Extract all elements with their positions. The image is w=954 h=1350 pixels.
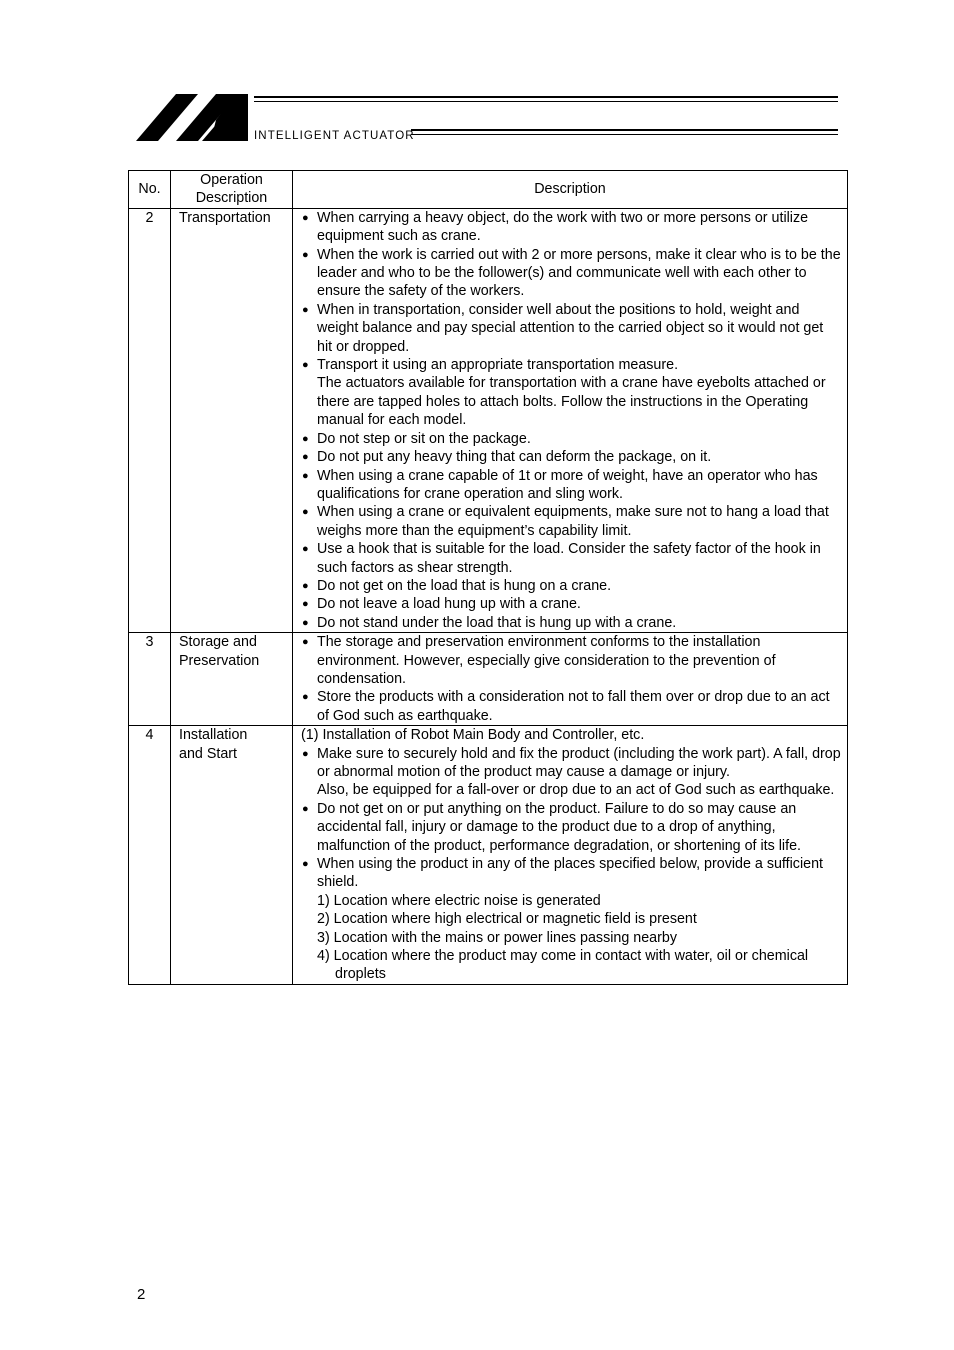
- header-rule-bottom-1: [411, 129, 838, 131]
- section-intro: (1) Installation of Robot Main Body and Controller, etc.: [301, 727, 645, 744]
- list-item-text: Transport it using an appropriate transportation measure.: [317, 357, 679, 374]
- list-item-extra: Also, be equipped for a fall-over or drop due to an act of God such as earthquake.: [317, 782, 835, 799]
- table-row: [129, 726, 848, 985]
- list-item: ● Use a hook that is suitable for the load. Consider the safety factor of the hook in such factors as shear strength.: [301, 540, 841, 577]
- list-item: ● When using the product in any of the places specified below, provide a sufficient shield.: [301, 855, 841, 892]
- header-description: Description: [293, 171, 848, 209]
- list-item: ● When carrying a heavy object, do the work with two or more persons or utilize equipment such as crane.: [301, 209, 841, 246]
- row-no: 2: [129, 208, 171, 632]
- iai-logo-icon: [136, 92, 254, 144]
- row-description: [293, 208, 848, 632]
- list-item-text: Make sure to securely hold and fix the product (including the work part). A fall, drop or abnormal motion of the product may cause a damage or injury.: [317, 745, 841, 780]
- list-item: 4) Location where the product may come in contact with water, oil or chemical droplets: [317, 948, 809, 983]
- header-rule-bottom-2: [411, 134, 838, 135]
- bullet-list: [301, 209, 841, 632]
- list-item: [301, 745, 841, 800]
- list-item: ● Do not put any heavy thing that can deform the package, on it.: [301, 448, 841, 466]
- row-operation: [171, 726, 293, 985]
- list-item-extra: The actuators available for transportation with a crane have eyebolts attached or there are tapped holes to attach bolts. Follow the instructions in the Operating manual for each model.: [317, 375, 826, 429]
- location-list: [301, 892, 841, 984]
- row-no: 3: [129, 633, 171, 726]
- list-item: ● Do not stand under the load that is hung up with a crane.: [301, 614, 841, 632]
- list-item: 3) Location with the mains or power lines passing nearby: [317, 929, 677, 946]
- list-item: 2) Location where high electrical or magnetic field is present: [317, 911, 697, 928]
- safety-table: [128, 170, 848, 985]
- table-row: [129, 633, 848, 726]
- list-item: ● Store the products with a consideration not to fall them over or drop due to an act of God such as earthquake.: [301, 688, 841, 725]
- brand-text: INTELLIGENT ACTUATOR: [254, 130, 415, 142]
- list-item: ● Do not leave a load hung up with a crane.: [301, 595, 841, 613]
- row-operation: Transportation: [171, 208, 293, 632]
- row-description: [293, 726, 848, 985]
- list-item: ● Do not get on or put anything on the product. Failure to do so may cause an accidental fall, injury or damage to the product due to a drop of anything, malfunction of the product, performance degradation, or shortening of its life.: [301, 800, 841, 855]
- header-operation: Operation Description: [171, 171, 293, 209]
- list-item: ● The storage and preservation environment conforms to the installation environment. However, especially give consideration to the prevention of condensation.: [301, 633, 841, 688]
- row-description: [293, 633, 848, 726]
- page-header: [136, 92, 840, 146]
- row-operation: [171, 633, 293, 726]
- table-row: [129, 208, 848, 632]
- list-item: ● When using a crane or equivalent equipments, make sure not to hang a load that weighs more than the equipment’s capability limit.: [301, 503, 841, 540]
- list-item: [301, 356, 841, 430]
- bullet-list: [301, 633, 841, 725]
- list-item: ● When in transportation, consider well about the positions to hold, weight and weight balance and pay special attention to the carried object so it would not get hit or dropped.: [301, 301, 841, 356]
- row-operation-text: Installation and Start: [179, 727, 248, 762]
- row-operation-text: Storage and Preservation: [179, 634, 260, 669]
- list-item: 1) Location where electric noise is generated: [317, 892, 601, 909]
- header-rule-top-1: [254, 96, 838, 98]
- list-item: ● Do not get on the load that is hung on a crane.: [301, 577, 841, 595]
- list-item: ● Do not step or sit on the package.: [301, 430, 841, 448]
- bullet-list: [301, 745, 841, 892]
- header-no: No.: [129, 171, 171, 209]
- table-header-row: [129, 171, 848, 209]
- row-no: 4: [129, 726, 171, 985]
- list-item: ● When the work is carried out with 2 or more persons, make it clear who is to be the leader and who to be the follower(s) and communicate well with each other to ensure the safety of the workers.: [301, 246, 841, 301]
- page-number: 2: [137, 1286, 146, 1303]
- list-item: ● When using a crane capable of 1t or more of weight, have an operator who has qualifications for crane operation and sling work.: [301, 467, 841, 504]
- header-rule-top-2: [254, 101, 838, 102]
